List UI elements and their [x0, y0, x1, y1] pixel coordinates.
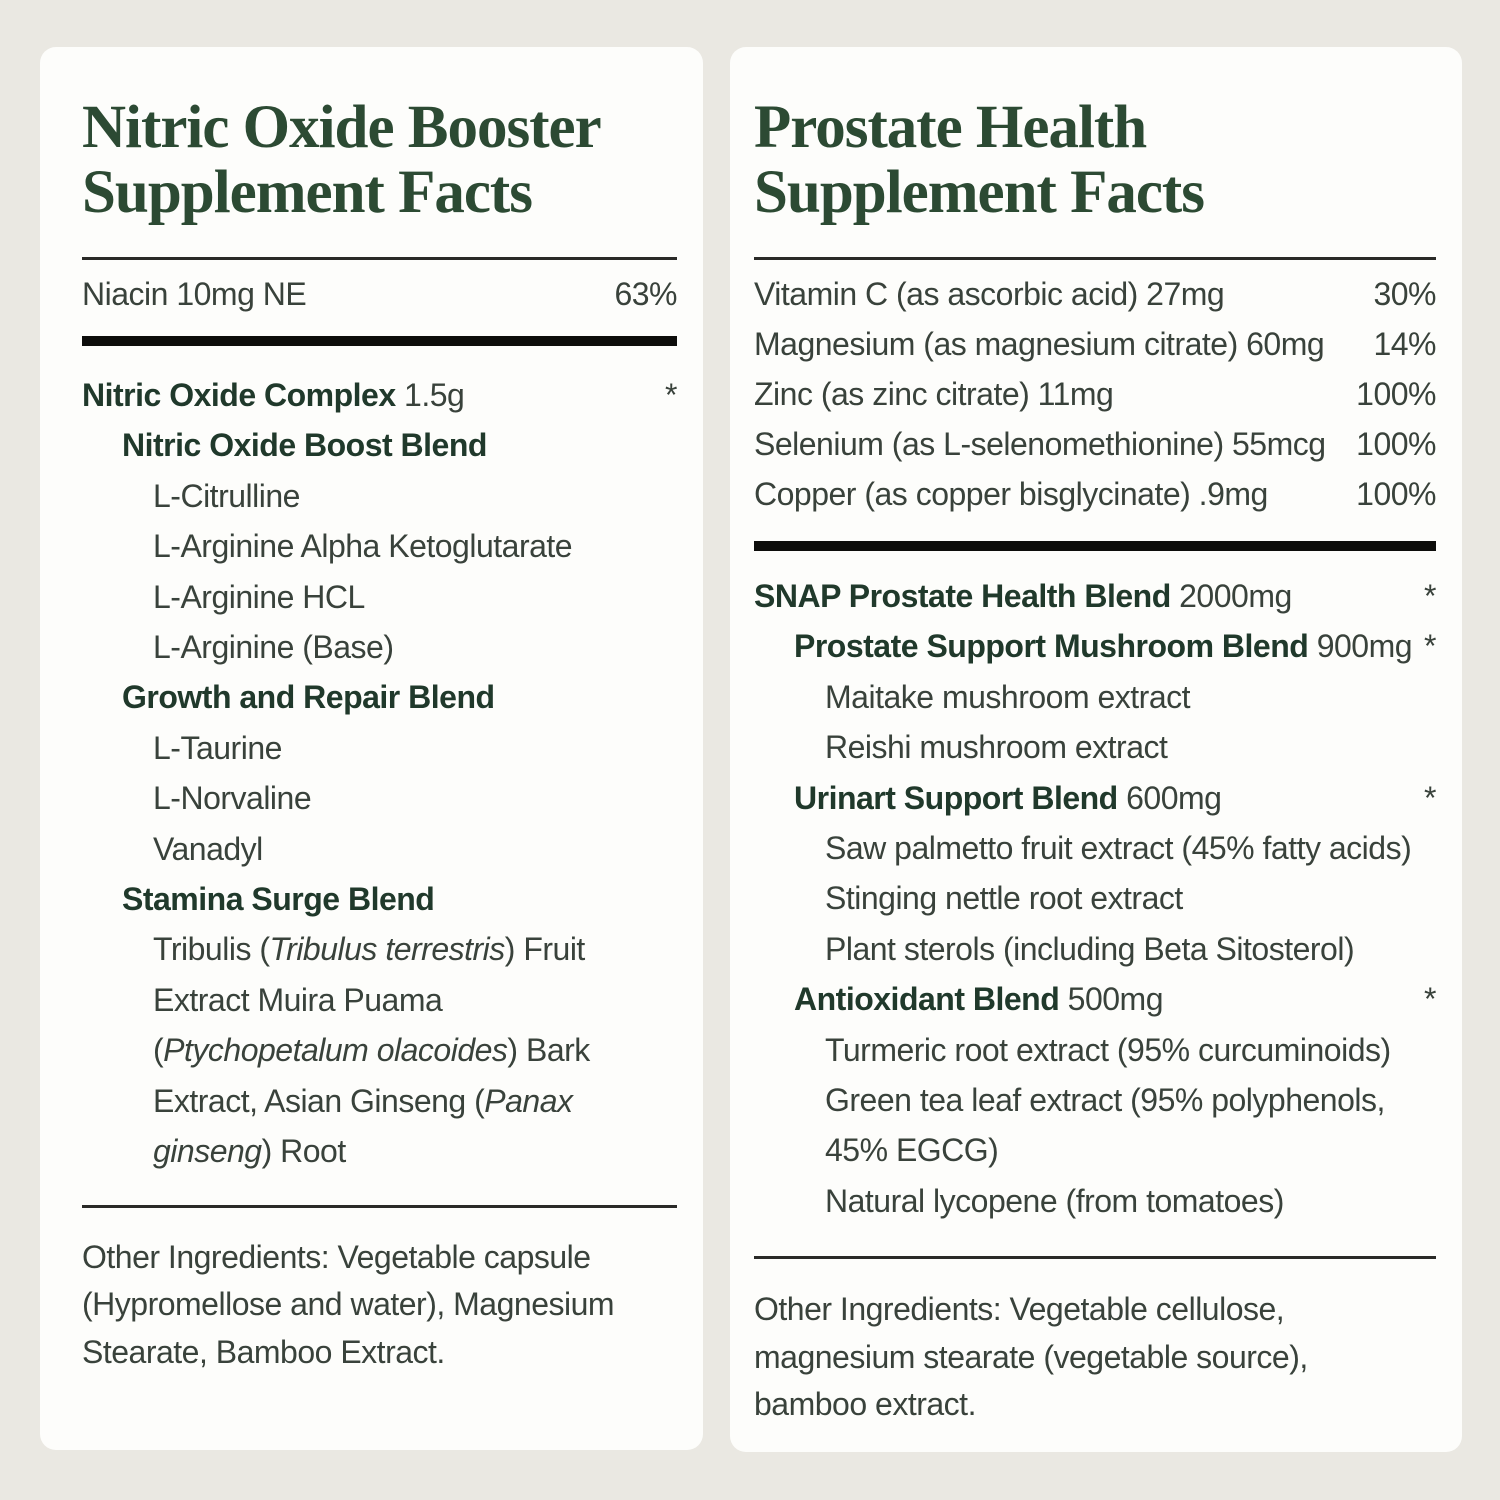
other-ingredients	[754, 1286, 1436, 1429]
row-label: Turmeric root extract (95% curcuminoids)	[825, 1031, 1391, 1068]
row-label: Green tea leaf extract (95% polyphenols,	[825, 1082, 1385, 1119]
blend-ingredient-rows	[82, 370, 677, 1177]
row-label: Saw palmetto fruit extract (45% fatty acids)	[825, 830, 1412, 867]
row-label: Antioxidant Blend 500mg	[794, 981, 1163, 1018]
row-value: 100%	[1356, 426, 1436, 462]
nutrient-row	[754, 269, 1436, 319]
ingredient-row	[82, 370, 677, 420]
divider-thin	[754, 1256, 1436, 1259]
row-label: Stamina Surge Blend	[122, 881, 435, 918]
row-label: Prostate Support Mushroom Blend 900mg	[794, 628, 1413, 665]
row-label: L-Arginine (Base)	[153, 629, 394, 666]
ingredient-row	[754, 773, 1436, 823]
row-value: 30%	[1373, 276, 1436, 312]
row-label: Vanadyl	[153, 830, 263, 867]
nutrient-row	[754, 319, 1436, 369]
ingredient-row	[82, 874, 677, 924]
ingredient-row	[754, 1176, 1436, 1226]
divider-thick	[754, 541, 1436, 551]
panel-title	[754, 95, 1436, 225]
panel-title	[82, 95, 677, 225]
ingredient-row	[82, 1126, 677, 1176]
row-label: Extract, Asian Ginseng (Panax	[153, 1082, 573, 1119]
nutrient-row	[754, 469, 1436, 519]
text-line: Nitric Oxide Booster	[82, 94, 601, 161]
text-line: magnesium stearate (vegetable source),	[754, 1338, 1308, 1375]
text-line: (Hypromellose and water), Magnesium	[82, 1286, 615, 1322]
text-line: bamboo extract.	[754, 1386, 976, 1423]
row-label: Zinc (as zinc citrate) 11mg	[754, 376, 1114, 412]
text-line: Stearate, Bamboo Extract.	[82, 1333, 445, 1370]
ingredient-row	[82, 975, 677, 1025]
ingredient-row	[754, 924, 1436, 974]
ingredient-row	[754, 974, 1436, 1024]
ingredient-row	[82, 773, 677, 823]
row-label: Niacin 10mg NE	[82, 276, 307, 312]
ingredient-row	[754, 1025, 1436, 1075]
ingredient-row	[82, 521, 677, 571]
row-label: L-Arginine HCL	[153, 578, 365, 615]
row-label: Extract Muira Puama	[153, 981, 443, 1018]
ingredient-row	[82, 420, 677, 470]
ingredient-row	[82, 622, 677, 672]
row-label: Nitric Oxide Complex 1.5g	[82, 377, 465, 413]
divider-thin	[82, 257, 677, 260]
ingredient-row	[82, 572, 677, 622]
row-label: Selenium (as L-selenomethionine) 55mcg	[754, 426, 1326, 462]
row-value: *	[1424, 628, 1436, 665]
row-value: *	[1424, 578, 1436, 614]
ingredient-row	[82, 924, 677, 974]
row-value: *	[1424, 981, 1436, 1018]
text-line: Supplement Facts	[754, 159, 1204, 226]
text-line: Supplement Facts	[82, 159, 532, 226]
row-value: 100%	[1356, 376, 1436, 412]
ingredient-row	[82, 1025, 677, 1075]
row-label: Copper (as copper bisglycinate) .9mg	[754, 476, 1268, 512]
supplement-facts-panel-nitric-oxide	[40, 47, 703, 1450]
row-label: Stinging nettle root extract	[825, 880, 1183, 917]
row-label: L-Taurine	[153, 729, 282, 766]
nutrient-row	[754, 369, 1436, 419]
row-value: *	[665, 377, 677, 413]
ingredient-row	[754, 823, 1436, 873]
daily-value-rows	[754, 269, 1436, 519]
ingredient-row	[82, 723, 677, 773]
ingredient-row	[754, 1125, 1436, 1175]
row-label: Maitake mushroom extract	[825, 678, 1191, 715]
ingredient-row	[82, 672, 677, 722]
row-label: L-Citrulline	[153, 477, 300, 514]
row-value: 14%	[1373, 326, 1436, 362]
divider-thin	[82, 1205, 677, 1208]
other-ingredients	[82, 1234, 677, 1377]
text-line: Prostate Health	[754, 94, 1147, 161]
nutrient-row	[82, 269, 677, 319]
ingredient-row	[82, 824, 677, 874]
ingredient-row	[754, 621, 1436, 671]
row-label: Nitric Oxide Boost Blend	[122, 427, 487, 464]
ingredient-row	[82, 471, 677, 521]
row-label: ginseng) Root	[153, 1133, 346, 1170]
row-label: 45% EGCG)	[825, 1132, 999, 1169]
ingredient-row	[82, 1076, 677, 1126]
row-label: Growth and Repair Blend	[122, 679, 495, 716]
ingredient-row	[754, 1075, 1436, 1125]
row-label: Plant sterols (including Beta Sitosterol)	[825, 930, 1355, 967]
row-label: (Ptychopetalum olacoides) Bark	[153, 1032, 590, 1069]
text-line: Other Ingredients: Vegetable capsule	[82, 1238, 591, 1275]
ingredient-row	[754, 722, 1436, 772]
supplement-facts-panel-prostate-health	[730, 47, 1462, 1452]
row-label: Tribulis (Tribulus terrestris) Fruit	[153, 931, 585, 968]
row-value: *	[1424, 779, 1436, 816]
row-label: Urinart Support Blend 600mg	[794, 779, 1222, 816]
row-label: Reishi mushroom extract	[825, 729, 1168, 766]
row-value: 63%	[614, 276, 677, 312]
row-label: Vitamin C (as ascorbic acid) 27mg	[754, 276, 1225, 312]
text-line: Other Ingredients: Vegetable cellulose,	[754, 1291, 1285, 1328]
row-label: L-Arginine Alpha Ketoglutarate	[153, 528, 573, 565]
ingredient-row	[754, 571, 1436, 621]
ingredient-row	[754, 873, 1436, 923]
row-label: Natural lycopene (from tomatoes)	[825, 1182, 1284, 1219]
divider-thin	[754, 257, 1436, 260]
row-value: 100%	[1356, 476, 1436, 512]
row-label: Magnesium (as magnesium citrate) 60mg	[754, 326, 1325, 362]
blend-ingredient-rows	[754, 571, 1436, 1226]
row-label: SNAP Prostate Health Blend 2000mg	[754, 578, 1292, 614]
daily-value-rows	[82, 269, 677, 319]
ingredient-row	[754, 672, 1436, 722]
nutrient-row	[754, 419, 1436, 469]
row-label: L-Norvaline	[153, 780, 312, 817]
divider-thick	[82, 336, 677, 346]
